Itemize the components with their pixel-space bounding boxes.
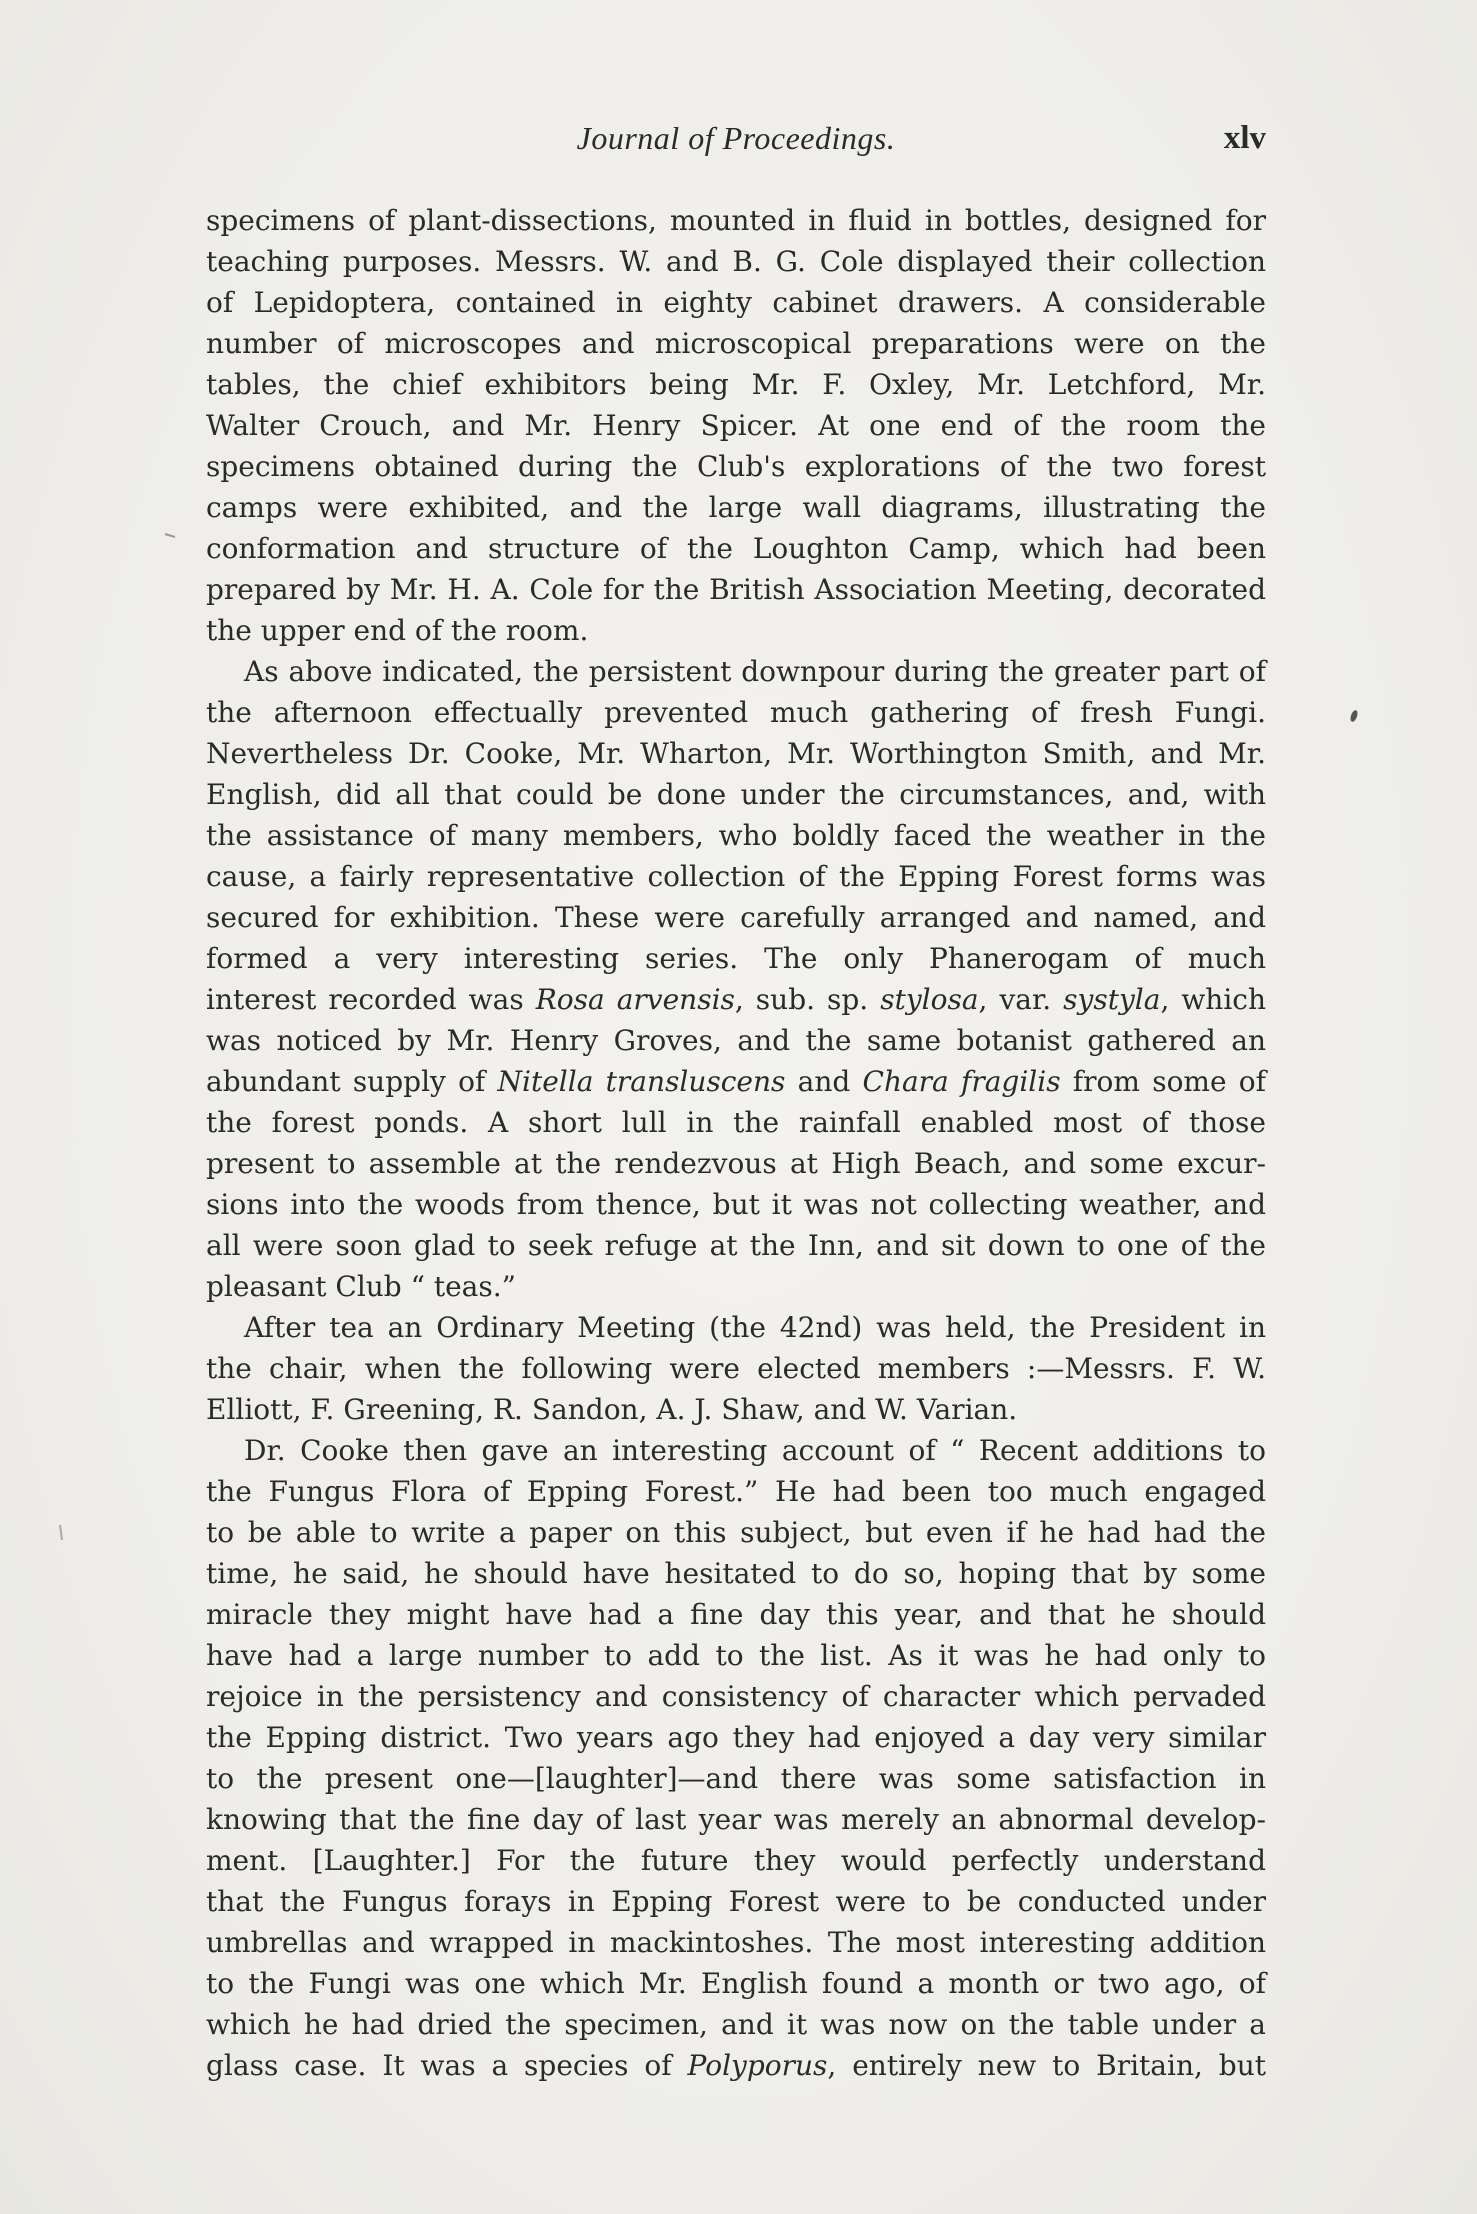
text-segment: from some of xyxy=(1060,1065,1266,1098)
text-line xyxy=(206,2045,1266,2086)
text-line: the upper end of the room. xyxy=(206,614,589,647)
text-line: that the Fungus forays in Epping Forest were to be conducted under xyxy=(206,1885,1266,1918)
italic-term: Nitella transluscens xyxy=(497,1065,786,1098)
text-line: After tea an Ordinary Meeting (the 42nd) was held, the President in xyxy=(244,1311,1266,1344)
text-segment: , which xyxy=(1160,983,1267,1016)
text-line: knowing that the fine day of last year was merely an abnormal develop- xyxy=(206,1803,1266,1836)
text-line xyxy=(206,1061,1266,1102)
text-line: of Lepidoptera, contained in eighty cabinet drawers. A considerable xyxy=(206,286,1266,319)
text-line: umbrellas and wrapped in mackintoshes. The most interesting addition xyxy=(206,1926,1266,1959)
text-line: rejoice in the persistency and consistency of character which pervaded xyxy=(206,1680,1266,1713)
text-line: specimens of plant-dissections, mounted in fluid in bottles, designed for xyxy=(206,204,1266,237)
text-segment: interest recorded was xyxy=(206,983,536,1016)
italic-term: stylosa xyxy=(880,983,979,1016)
body-text xyxy=(206,200,1266,2086)
text-line: Dr. Cooke then gave an interesting account of “ Recent additions to xyxy=(244,1434,1266,1467)
text-line: Walter Crouch, and Mr. Henry Spicer. At one end of the room the xyxy=(206,409,1266,442)
text-segment: , entirely new to Britain, but xyxy=(827,2049,1266,2082)
page-number: xlv xyxy=(1223,120,1266,156)
text-line: the assistance of many members, who boldly faced the weather in the xyxy=(206,819,1266,852)
page-header xyxy=(206,120,1266,170)
text-line: teaching purposes. Messrs. W. and B. G. Cole displayed their collection xyxy=(206,245,1266,278)
text-line: have had a large number to add to the list. As it was he had only to xyxy=(206,1639,1266,1672)
text-line: sions into the woods from thence, but it was not collecting weather, and xyxy=(206,1188,1266,1221)
text-segment: , sub. sp. xyxy=(734,983,881,1016)
text-line: pleasant Club “ teas.” xyxy=(206,1270,516,1303)
text-line: to the Fungi was one which Mr. English found a month or two ago, of xyxy=(206,1967,1266,2000)
text-line: specimens obtained during the Club's explorations of the two forest xyxy=(206,450,1266,483)
text-line: English, did all that could be done under the circumstances, and, with xyxy=(206,778,1266,811)
text-line: the chair, when the following were elected members :—Messrs. F. W. xyxy=(206,1352,1266,1385)
text-line: Elliott, F. Greening, R. Sandon, A. J. Shaw, and W. Varian. xyxy=(206,1393,1018,1426)
italic-term: Rosa arvensis xyxy=(535,983,735,1016)
text-line: the Epping district. Two years ago they had enjoyed a day very similar xyxy=(206,1721,1266,1754)
running-title: Journal of Proceedings. xyxy=(576,120,896,156)
text-line: to the present one—[laughter]—and there was some satisfaction in xyxy=(206,1762,1266,1795)
text-line: time, he said, he should have hesitated to do so, hoping that by some xyxy=(206,1557,1266,1590)
text-line xyxy=(206,979,1266,1020)
text-line: Nevertheless Dr. Cooke, Mr. Wharton, Mr. Worthington Smith, and Mr. xyxy=(206,737,1266,770)
paper-mark xyxy=(165,534,175,537)
text-line: to be able to write a paper on this subject, but even if he had had the xyxy=(206,1516,1266,1549)
text-line: was noticed by Mr. Henry Groves, and the same botanist gathered an xyxy=(206,1024,1266,1057)
text-line: secured for exhibition. These were carefully arranged and named, and xyxy=(206,901,1266,934)
text-segment: and xyxy=(785,1065,863,1098)
paper-mark xyxy=(60,1525,62,1540)
text-line: tables, the chief exhibitors being Mr. F. Oxley, Mr. Letchford, Mr. xyxy=(206,368,1266,401)
text-line: formed a very interesting series. The only Phanerogam of much xyxy=(206,942,1266,975)
text-line: conformation and structure of the Loughton Camp, which had been xyxy=(206,532,1266,565)
text-line: all were soon glad to seek refuge at the Inn, and sit down to one of the xyxy=(206,1229,1266,1262)
text-line: number of microscopes and microscopical preparations were on the xyxy=(206,327,1266,360)
text-line: prepared by Mr. H. A. Cole for the British Association Meeting, decorated xyxy=(206,573,1266,606)
ink-speck xyxy=(1349,709,1359,722)
italic-term: Chara fragilis xyxy=(862,1065,1061,1098)
text-segment: glass case. It was a species of xyxy=(206,2049,688,2082)
text-line: the Fungus Flora of Epping Forest.” He had been too much engaged xyxy=(206,1475,1266,1508)
text-line: cause, a fairly representative collection of the Epping Forest forms was xyxy=(206,860,1266,893)
text-line: ment. [Laughter.] For the future they would perfectly understand xyxy=(206,1844,1266,1877)
text-line: miracle they might have had a fine day this year, and that he should xyxy=(206,1598,1266,1631)
text-line: As above indicated, the persistent downpour during the greater part of xyxy=(244,655,1266,688)
text-segment: abundant supply of xyxy=(206,1065,498,1098)
text-line: present to assemble at the rendezvous at High Beach, and some excur- xyxy=(206,1147,1266,1180)
text-segment: , var. xyxy=(978,983,1064,1016)
italic-term: Polyporus xyxy=(687,2049,828,2082)
text-line: the forest ponds. A short lull in the rainfall enabled most of those xyxy=(206,1106,1266,1139)
italic-term: systyla xyxy=(1063,983,1161,1016)
text-line: camps were exhibited, and the large wall diagrams, illustrating the xyxy=(206,491,1266,524)
text-line: which he had dried the specimen, and it was now on the table under a xyxy=(206,2008,1266,2041)
text-line: the afternoon effectually prevented much gathering of fresh Fungi. xyxy=(206,696,1266,729)
